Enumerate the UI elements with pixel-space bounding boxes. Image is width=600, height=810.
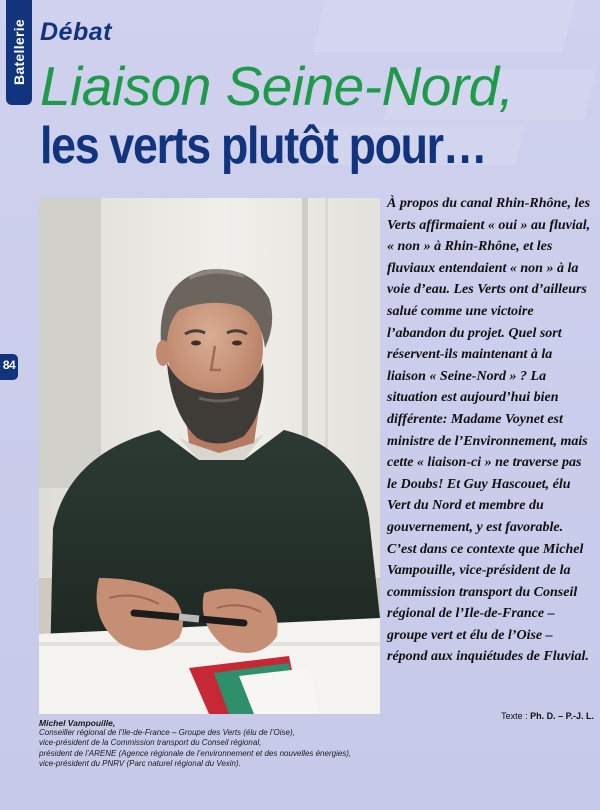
caption-line: Conseiller régional de l’Ile-de-France – Groupe des Verts (élu de l’Oise), <box>39 728 295 738</box>
caption-line: vice-président de la Commission transport du Conseil régional, <box>39 738 262 748</box>
headline-line-1: Liaison Seine-Nord, <box>40 55 514 117</box>
credit-names: Ph. D. – P.-J. L. <box>530 711 594 721</box>
portrait-photo <box>39 198 380 714</box>
caption-line: vice-président du PNRV (Parc naturel régional du Vexin). <box>39 758 241 768</box>
credit-label: Texte : <box>501 711 528 721</box>
headline-line-2: les verts plutôt pour… <box>40 117 487 175</box>
text-credit <box>468 711 594 721</box>
page-number: 84 <box>2 358 16 372</box>
photo-caption <box>39 718 409 769</box>
intro-text: À propos du canal Rhin-Rhône, les Verts affirmaient « oui » au fluvial, « non » à Rhin-Rhône, et les fluviaux entendaient « non » à la voie d’eau. Les Verts ont d’ailleurs salué comme une victoire l’abandon du projet. Quel sort réservent-ils maintenant à la liaison « Seine-Nord » ? La situation est aujourd’hui bien différente: Madame Voynet est ministre de l’Environnement, mais cette « liaison-ci » ne traverse pas le Doubs! Et Guy Hascouet, élu Vert du Nord et membre du gouvernement, y est favorable. C’est dans ce contexte que Michel Vampouille, vice-président de la commission transport du Conseil régional de l’Ile-de-France – groupe vert et élu de l’Oise – répond aux inquiétudes de Fluvial. <box>387 196 591 665</box>
section-label: Batellerie <box>11 18 27 86</box>
caption-name: Michel Vampouille, <box>39 718 116 728</box>
caption-line: président de l’ARENE (Agence régionale de l’environnement et des nouvelles énergies), <box>39 748 352 758</box>
kicker: Débat <box>40 18 112 46</box>
